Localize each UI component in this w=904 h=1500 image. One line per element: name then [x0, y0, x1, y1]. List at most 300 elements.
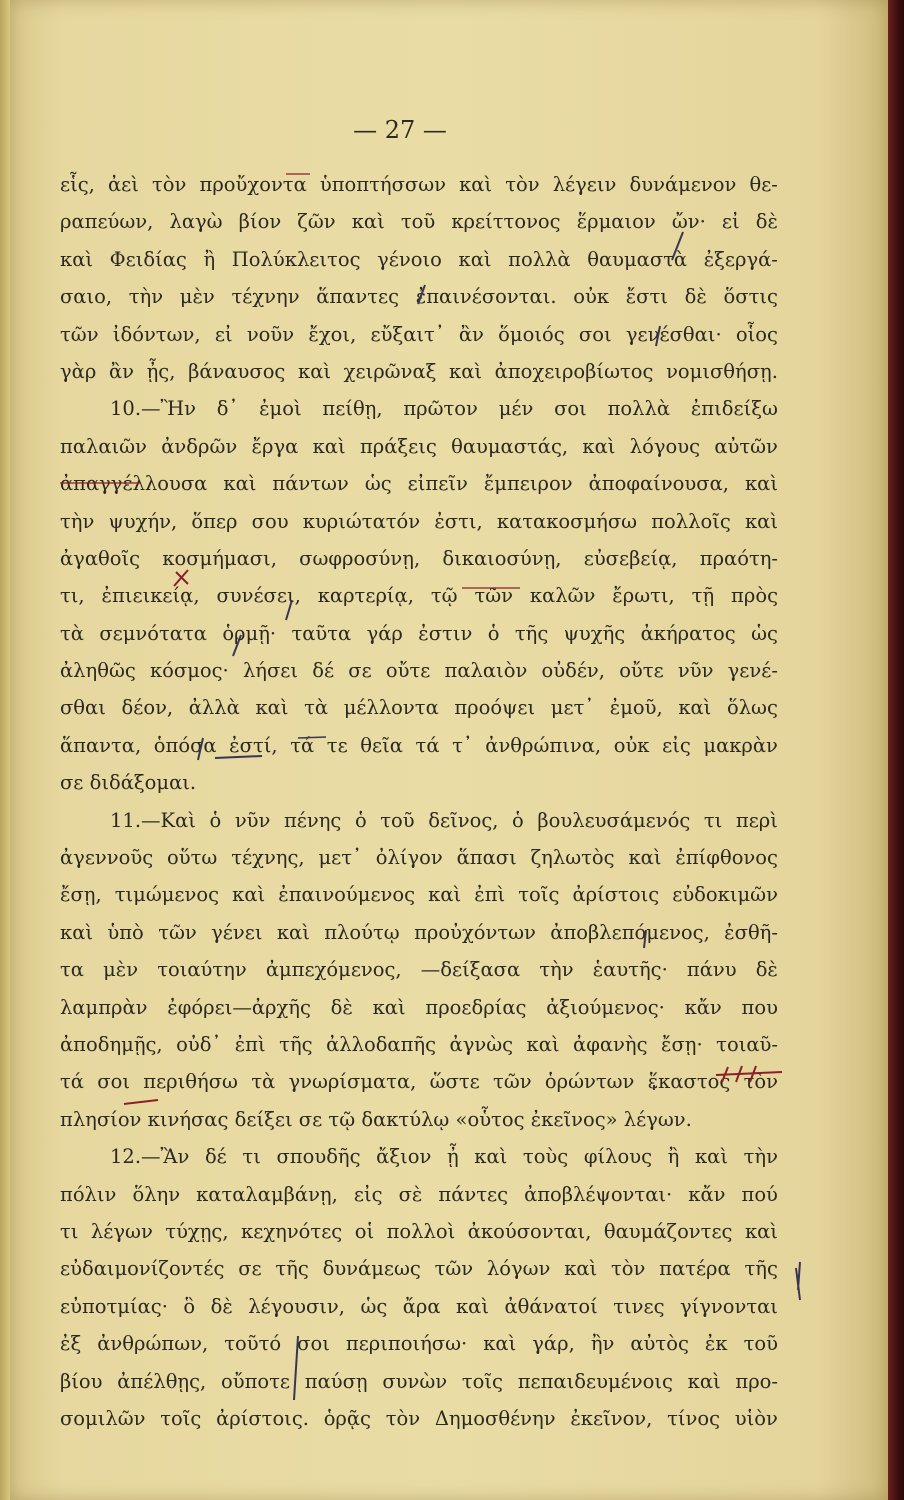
word: πού [741, 1182, 778, 1206]
word: βίου [60, 1369, 103, 1393]
word: τά [415, 733, 440, 757]
word: τι, [60, 584, 85, 608]
word: ᾖς, [146, 359, 176, 383]
word: ἐστιν [418, 621, 473, 645]
word: τι [60, 1219, 79, 1243]
page [10, 0, 888, 1500]
text-line [60, 241, 778, 278]
word: ἀκήρατος [640, 621, 736, 645]
text-line [60, 615, 778, 652]
word: προεδρίας [425, 995, 527, 1019]
word: νῦν [234, 808, 271, 832]
word: τὴν [539, 958, 574, 982]
word: οὔποτε [220, 1369, 291, 1393]
word: τὸν [385, 1406, 421, 1430]
word: καὶ [428, 883, 462, 907]
word: τῆς [275, 1257, 309, 1281]
word: Πολύκλειτος [231, 247, 361, 271]
text-line [60, 1288, 778, 1325]
word: τῷ [430, 584, 458, 608]
text-line [60, 203, 778, 240]
word: τὸν [743, 1070, 778, 1094]
text-line [60, 876, 778, 913]
word: ἂν [108, 359, 134, 383]
word: σου [251, 509, 289, 533]
word: σπουδῆς [276, 1145, 361, 1169]
word: ἐπιεικείᾳ, [101, 584, 200, 608]
text-line [60, 951, 778, 988]
word: δέ [204, 1145, 227, 1169]
word: λέγων [90, 1219, 153, 1243]
word: ὥστε [429, 1070, 480, 1094]
word: ἐσθῆ- [724, 920, 778, 944]
word: πείθῃ, [322, 397, 383, 421]
word: εὐδοκιμῶν [672, 883, 778, 907]
word: ἐπιδείξω [690, 397, 778, 421]
word: υἱὸν [734, 1406, 778, 1430]
word: ἐφόρει—ἀρχῆς [167, 995, 311, 1019]
word: τοὺς [522, 1145, 569, 1169]
word: τέχνην [231, 285, 300, 309]
word: ἀεὶ [107, 173, 139, 196]
word: ἢ [667, 1145, 680, 1169]
word: οὐκ [573, 285, 610, 309]
word: πλούτῳ [324, 920, 400, 944]
word: καὶ [458, 247, 492, 271]
word: πρὸς [731, 584, 778, 608]
word: ἀποχειροβίωτος [494, 359, 654, 383]
word: καὶ [687, 1369, 721, 1393]
word: ὁρώντων [544, 1070, 635, 1094]
word: τὴν [60, 509, 95, 533]
word: καὶ [526, 1032, 560, 1056]
word: σε [60, 771, 84, 795]
word: δείξει [234, 1107, 293, 1131]
word: ὁ [354, 808, 367, 832]
word: δὲ [210, 1294, 233, 1318]
word: ἀφανὴς [573, 1032, 648, 1056]
word: ἀποδημῇς, [60, 1032, 163, 1056]
word: ἑαυτῆς· [592, 958, 668, 982]
word: τά [60, 1070, 84, 1094]
word: τῷ [328, 1107, 356, 1131]
word: δυνάμενον [629, 173, 737, 196]
word: παλαιὸν [444, 659, 528, 683]
word: περιθήσω [143, 1070, 238, 1094]
word: τοῖς [461, 1369, 503, 1393]
word: ἰδόντων, [112, 322, 201, 346]
word: ἔχοι, [308, 322, 357, 346]
text-line [60, 1213, 778, 1250]
word: παλαιῶν [60, 434, 147, 458]
word: γνωρίσματα, [288, 1070, 417, 1094]
word: πραότη- [699, 546, 778, 570]
word: καὶ [312, 434, 346, 458]
text-line [60, 1138, 778, 1175]
text-line [60, 727, 778, 764]
word: ἐστί, [229, 733, 278, 757]
word: πόλιν [60, 1182, 117, 1206]
word: τοῦ [380, 808, 415, 832]
word: ὁπόσα [153, 733, 217, 757]
word: ἀποβλεπόμενος, [550, 920, 710, 944]
word: γενέσθαι· [625, 322, 722, 346]
word: περὶ [735, 808, 778, 832]
word: τῶν [158, 920, 197, 944]
book-binding-edge [888, 0, 904, 1500]
word: τέχνης, [231, 846, 305, 870]
word: ἔστι [625, 285, 668, 309]
word: τῶν [493, 1070, 532, 1094]
word: 10.—Ἢν [110, 397, 196, 421]
word: ραπεύων, [60, 210, 154, 234]
word: δέ [312, 659, 335, 683]
word: που [741, 995, 778, 1019]
word: καὶ [628, 846, 662, 870]
word: ἐκεῖνος» [530, 1107, 618, 1131]
word: περιποιήσω· [345, 1332, 468, 1356]
word: καὶ [223, 472, 257, 496]
word: οὐδ᾿ [176, 1032, 222, 1056]
word: λήσει [242, 659, 299, 683]
word: καὶ [60, 247, 94, 271]
word: σοι [297, 1332, 330, 1356]
word: πεπαιδευμένοις [517, 1369, 673, 1393]
word: καταλαμβάνῃ, [196, 1182, 338, 1206]
word: ψυχήν, [108, 509, 178, 533]
word: καὶ [455, 1294, 489, 1318]
word: τινες [613, 1294, 665, 1318]
word: εὐσεβείᾳ, [583, 546, 678, 570]
word: φίλους [583, 1145, 653, 1169]
word: ἐστι, [434, 509, 483, 533]
word: καὶ [255, 696, 289, 720]
word: καλῶν [529, 584, 596, 608]
word: ἀγεννοῦς [60, 846, 154, 870]
word: θαυμαστάς, [451, 434, 569, 458]
word: αὐτὸς [630, 1332, 689, 1356]
word: ἐκ [704, 1332, 728, 1356]
word: οὐκ [613, 733, 650, 757]
word: λαγὼ [169, 210, 223, 234]
text-line [60, 689, 778, 726]
word: ἀποβλέψονται· [524, 1182, 673, 1206]
word: σε [298, 1107, 323, 1131]
word: σεμνότατα [99, 621, 207, 645]
word: ἕκαστος [647, 1070, 731, 1094]
text-line [60, 914, 778, 951]
word: καὶ [276, 920, 310, 944]
word: καὶ [298, 359, 332, 383]
word: ὤν· [671, 210, 706, 234]
word: πάντες [438, 1182, 509, 1206]
word: μέν [498, 397, 534, 421]
word: ἀρίστοις [572, 883, 660, 907]
word: πένης [283, 808, 342, 832]
word: βουλευσάμενός [537, 808, 691, 832]
word: τῶν [60, 322, 99, 346]
word: ἔσῃ· [661, 1032, 703, 1056]
word: Δημοσθένην [434, 1406, 556, 1430]
word: τὰ [304, 696, 329, 720]
word: ἐξεργά- [703, 247, 778, 271]
word: τῆς [744, 1257, 778, 1281]
word: εἰς [662, 733, 691, 757]
word: σομιλῶν [60, 1406, 146, 1430]
word: προὐχόντων [414, 920, 536, 944]
word: ἐπαινέσονται. [415, 285, 557, 309]
word: καὶ [351, 210, 385, 234]
text-line [60, 1101, 778, 1138]
word: ἔργα [251, 434, 299, 458]
word: τὸν [505, 173, 540, 196]
word: τοιαύτην [157, 958, 247, 982]
word: ὅπερ [191, 509, 238, 533]
word: λόγων [486, 1257, 551, 1281]
word: «οὗτος [455, 1107, 525, 1131]
word: ἔρωτι, [612, 584, 675, 608]
word: τῆς [514, 621, 549, 645]
word: ἐξ [60, 1332, 82, 1356]
word: τῶν [434, 1257, 474, 1281]
word: εἰς [353, 1182, 383, 1206]
word: τὴν [743, 1145, 778, 1169]
word: τοῦ [400, 210, 436, 234]
word: σωφροσύνῃ, [299, 546, 421, 570]
word: θεῖα [360, 733, 403, 757]
word: προ- [735, 1369, 778, 1393]
text-line [60, 652, 778, 689]
word: ὅστις [723, 285, 778, 309]
word: λέγειν [552, 173, 617, 196]
word: 11.—Καὶ [110, 808, 196, 832]
word: οὔτε [619, 659, 664, 683]
word: —δείξασα [420, 958, 521, 982]
word: σαιο, [60, 285, 113, 309]
word: τι [242, 1145, 261, 1169]
word: προόψει [454, 696, 536, 720]
word: ἀμπεχόμενος, [265, 958, 402, 982]
word: ἀκούσονται, [467, 1219, 592, 1243]
word: καὶ [582, 434, 616, 458]
word: νομισθήσῃ. [666, 359, 778, 383]
word: ἄρα [402, 1294, 441, 1318]
word: μετ᾿ [318, 846, 362, 870]
word: ἐπίφθονος [675, 846, 778, 870]
word: δὲ [755, 958, 778, 982]
word: πλησίον [60, 1107, 142, 1131]
word: τα [60, 958, 84, 982]
word: τὸν [152, 173, 187, 196]
word: ἅπαντα, [60, 733, 142, 757]
word: ἀγαθοῖς [60, 546, 141, 570]
word: πρῶτον [403, 397, 478, 421]
word: ἄξιον [376, 1145, 432, 1169]
word: καὶ [564, 1257, 598, 1281]
word: τὰ [60, 621, 84, 645]
word: βίον [238, 210, 282, 234]
word: σοι [554, 397, 587, 421]
word: βάναυσος [188, 359, 286, 383]
word: διδάξομαι. [89, 771, 197, 795]
word: καὶ [232, 883, 266, 907]
text-line [60, 1325, 778, 1362]
word: ἐπὶ [234, 1032, 266, 1056]
word: ἀλλὰ [188, 696, 240, 720]
word: εὐποτμίας· [60, 1294, 168, 1318]
word: νοῦν [246, 322, 295, 346]
word: τ᾿ [452, 733, 473, 757]
word: ἔσῃ, [60, 883, 102, 907]
word: ἀγνὼς [449, 1032, 514, 1056]
word: γάρ [366, 621, 403, 645]
text-line [60, 764, 778, 801]
word: ἅπαντες [316, 285, 400, 309]
word: κυριώτατόν [302, 509, 421, 533]
word: εἰπεῖν [407, 472, 468, 496]
word: εἰ [214, 322, 233, 346]
word: ἢν [590, 1332, 615, 1356]
word: δὲ [684, 285, 707, 309]
word: ταῦτα [291, 621, 352, 645]
word: γένοιο [377, 247, 442, 271]
word: λαμπρὰν [60, 995, 148, 1019]
word: πολλοῖς [651, 509, 731, 533]
word: ὁ [512, 808, 524, 832]
word: ἀθάνατοί [504, 1294, 598, 1318]
word: δεῖνος, [428, 808, 499, 832]
word: ὁρᾷς [323, 1406, 371, 1430]
word: 12.—Ἂν [110, 1145, 190, 1169]
word: οὕτω [167, 846, 218, 870]
word: τὰ [251, 1070, 276, 1094]
word: πολλοὶ [386, 1219, 456, 1243]
word: ᾖ [446, 1145, 459, 1169]
word: ἀπαγγέλλουσα [60, 472, 208, 496]
word: καὶ [744, 1219, 778, 1243]
word: Φειδίας [109, 247, 187, 271]
word: καὶ [483, 1332, 517, 1356]
text-line [60, 1363, 778, 1400]
text-line [60, 278, 778, 315]
text-line [60, 1063, 778, 1100]
word: ὑποπτήσσων [319, 173, 446, 196]
text-line [60, 540, 778, 577]
word: πατέρα [659, 1257, 731, 1281]
word: λέγουσιν, [248, 1294, 345, 1318]
word: ἅπασι [456, 846, 517, 870]
word: σοι [97, 1070, 130, 1094]
word: τοιαῦ- [716, 1032, 778, 1056]
word: μέλλοντα [343, 696, 439, 720]
word: ὡς [364, 472, 392, 496]
word: τοῦ [743, 1332, 778, 1356]
word: καὶ [372, 995, 406, 1019]
word: θε- [749, 173, 778, 196]
word: ἀνθρώπων, [97, 1332, 209, 1356]
text-line [60, 839, 778, 876]
word: καρτερίᾳ, [317, 584, 414, 608]
word: κόσμος· [149, 659, 229, 683]
word: νῦν [677, 659, 714, 683]
text-block [60, 166, 778, 1437]
word: τὸν [611, 1257, 646, 1281]
word: τὴν [128, 285, 164, 309]
word: ἀρίστοις. [216, 1406, 309, 1430]
word: δ᾿ [216, 397, 239, 421]
word: ὅλως [726, 696, 778, 720]
word: τῇ [691, 584, 715, 608]
word: τῶν [474, 584, 513, 608]
word: τοῖς [160, 1406, 202, 1430]
word: ἀξιούμενος· [546, 995, 665, 1019]
word: εἷς, [60, 173, 95, 196]
text-line [60, 1026, 778, 1063]
word: καὶ [459, 173, 493, 196]
text-line [60, 316, 778, 353]
word: εὐδαιμονίζοντές [60, 1257, 225, 1281]
word: θαυμάζοντες [603, 1219, 733, 1243]
word: πράξεις [359, 434, 437, 458]
word: οἷος [735, 322, 778, 346]
word: θαυμαστὰ [587, 247, 688, 271]
text-line [60, 390, 778, 427]
text-line [60, 166, 778, 203]
word: δυνάμεως [322, 1257, 421, 1281]
word: πάντων [272, 472, 349, 496]
word: δὲ [330, 995, 353, 1019]
word: μὲν [103, 958, 139, 982]
word: δακτύλῳ [361, 1107, 450, 1131]
word: ὡς [360, 1294, 388, 1318]
word: καὶ [694, 1145, 728, 1169]
word: χειρῶναξ [343, 359, 437, 383]
word: ἀληθῶς [60, 659, 136, 683]
word: ἢ [203, 247, 216, 271]
word: ὃ [183, 1294, 196, 1318]
text-line [60, 1400, 778, 1437]
word: εὔξαιτ᾿ [370, 322, 445, 346]
word: γενέ- [727, 659, 778, 683]
word: καὶ [744, 472, 778, 496]
previous-page-edge [0, 0, 10, 1500]
word: ζῶν [297, 210, 336, 234]
word: πάνυ [686, 958, 737, 982]
text-line [60, 465, 778, 502]
word: ὁ [209, 808, 222, 832]
word: κινήσας [147, 1107, 229, 1131]
word: κεχηνότες [241, 1219, 343, 1243]
word: ἀπέλθῃς, [117, 1369, 207, 1393]
word: ἀνδρῶν [161, 434, 238, 458]
word: ὡς [751, 621, 778, 645]
word: κρείττονος [451, 210, 561, 234]
word: γένει [211, 920, 263, 944]
word: σθαι [60, 696, 106, 720]
word: τύχῃς, [165, 1219, 229, 1243]
word: συνὼν [382, 1369, 448, 1393]
word: δέον, [121, 696, 174, 720]
word: μὲν [179, 285, 215, 309]
text-line [60, 577, 778, 614]
word: εἰ [721, 210, 740, 234]
word: κἄν [684, 995, 722, 1019]
word: μετ᾿ [550, 696, 595, 720]
text-line [60, 1176, 778, 1213]
text-line [60, 802, 778, 839]
word: ὀλίγον [375, 846, 443, 870]
word: ὑπὸ [107, 920, 144, 944]
